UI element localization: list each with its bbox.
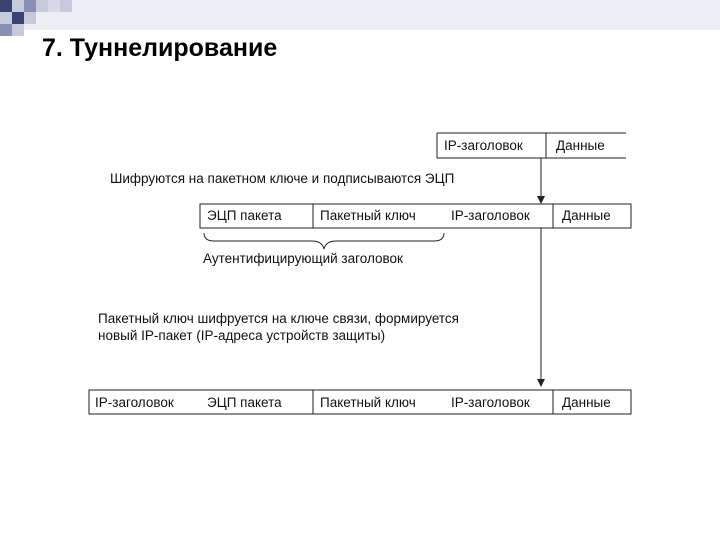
middle-packet-signature: ЭЦП пакета [207, 208, 282, 223]
bottom-packet-data: Данные [562, 395, 611, 410]
middle-packet-packet-key: Пакетный ключ [320, 208, 416, 223]
top-packet-ip-header: IP-заголовок [444, 138, 523, 153]
brace-label: Аутентифицирующий заголовок [203, 251, 403, 266]
arrow-2 [537, 228, 545, 387]
bottom-packet-ip-header: IP-заголовок [451, 395, 530, 410]
slide-title: 7. Туннелирование [42, 34, 278, 62]
bottom-packet-packet-key: Пакетный ключ [320, 395, 416, 410]
middle-packet-data: Данные [562, 208, 611, 223]
bottom-packet-new-ip-header: IP-заголовок [95, 395, 174, 410]
step2-description-line1: Пакетный ключ шифруется на ключе связи, формируется [98, 311, 459, 326]
arrow-1 [537, 158, 545, 204]
middle-packet-ip-header: IP-заголовок [451, 208, 530, 223]
brace-authenticating-header [204, 233, 444, 249]
step2-description-line2: новый IP-пакет (IP-адреса устройств защиты) [98, 328, 386, 343]
bottom-packet-signature: ЭЦП пакета [207, 395, 282, 410]
top-packet-data: Данные [556, 138, 605, 153]
step1-description: Шифруются на пакетном ключе и подписываются ЭЦП [110, 171, 455, 186]
